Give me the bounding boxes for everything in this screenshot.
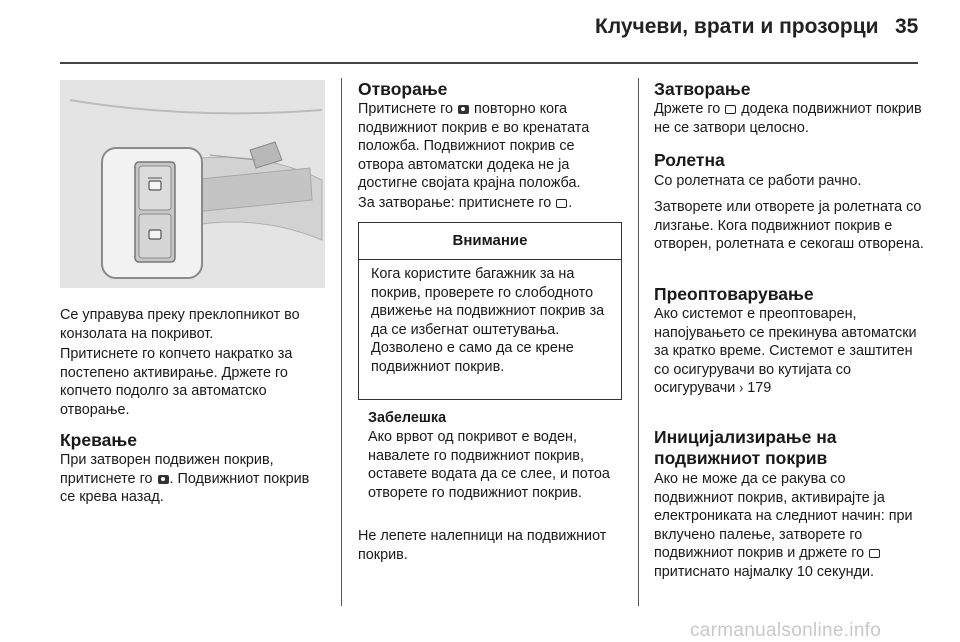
heading-open: Отворање [358,79,448,99]
sunroof-tilt-icon [158,475,169,484]
warning-box [358,222,622,400]
page-reference[interactable]: 179 [747,380,772,396]
heading-blind: Ролетна [654,150,725,170]
note-text: Ако врвот од покривот е воден, навалете го подвижниот покрив, оставете водата да се слее, и потоа отворете го подвижниот покрив. [368,429,610,501]
heading-tilt: Кревање [60,430,137,450]
column-divider-1 [341,78,342,606]
overload-paragraph: Ако системот е преоптоварен, напојувањето се прекинува автоматски за кратко време. Системот е заштитен со осигурувачи во кутијата со осигурувачи › 179 [654,305,926,398]
heading-close: Затворање [654,79,751,99]
close-paragraph: Држете го додека подвижниот покрив не се затвори целосно. [654,101,922,136]
intro-paragraph: Се управува преку преклопникот во конзолата на покривот. [60,307,300,342]
blind-paragraph-2: Затворете или отворете ја ролетната со лизгање. Кога подвижниот покрив е отворен, ролетната е секогаш отворена. [654,199,924,252]
blind-paragraph-1: Со ролетната се работи рачно. [654,173,862,189]
sunroof-close-icon [725,105,736,114]
page-number: 35 [895,15,919,38]
sunroof-switch-illustration [60,80,325,288]
page-ref-arrow-icon: › [739,379,744,397]
stickers-paragraph: Не лепете налепници на подвижниот покрив. [358,528,607,563]
heading-overload: Преоптоварување [654,284,814,304]
warning-text-1: Кога користите багажник за на покрив, проверете го слободното движење на подвижниот покрив за да се избегнат оштетувања. [371,266,605,338]
warning-title: Внимание [359,223,621,260]
note-label: Забелешка [368,410,447,426]
warning-text-2: Дозволено е само да се крене подвижниот покрив. [371,340,574,375]
open-paragraph: Притиснете го повторно кога подвижниот покрив е во кренатата положба. Подвижниот покрив се отвора автоматски додека не ја достигне својата крајна положба. [358,101,590,191]
close-instruction: За затворање: притиснете го . [358,195,573,211]
sunroof-tilt-icon [458,105,469,114]
button-usage-paragraph: Притиснете го копчето накратко за постепено активирање. Држете го копчето подолго за автоматско отворање. [60,346,293,418]
watermark: carmanualsonline.info [690,620,882,641]
page-title: Клучеви, врати и прозорци [595,15,879,38]
init-paragraph: Ако не може да се ракува со подвижниот покрив, активирајте ја електрониката на следниот начин: при вклучено палење, затворете го подвижниот покрив и држете го притиснато најмалку 10 секунди. [654,471,913,580]
heading-init: Иницијализирање на подвижниот покрив [654,427,837,468]
sunroof-close-icon [869,549,880,558]
page-header [0,0,960,62]
tilt-paragraph: При затворен подвижен покрив, притиснете го . Подвижниот покрив се крева назад. [60,452,310,505]
sunroof-close-icon [556,199,567,208]
column-divider-2 [638,78,639,606]
header-rule [60,62,918,64]
